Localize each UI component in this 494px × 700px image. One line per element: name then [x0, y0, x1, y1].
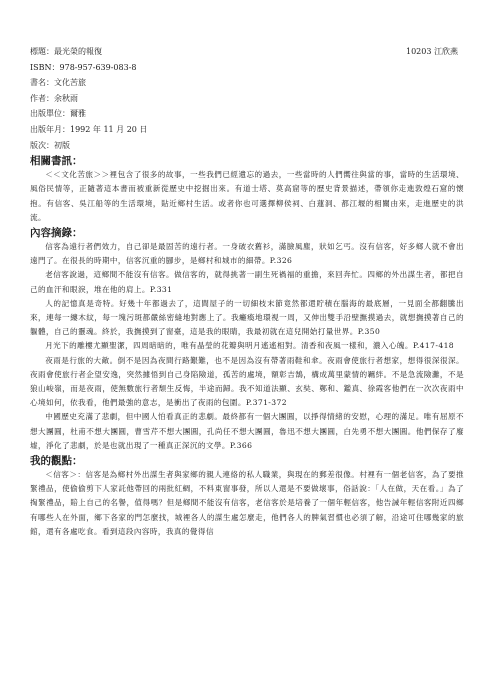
excerpt-paragraph: 人的記憶真是奇特。好幾十年都過去了，這間屋子的一切細枝末節竟然都還貯積在腦海的最底層，一見面全都翻騰出來，連每一縷木紋，每一塊污斑都嚴絲密縫地對應上了。我癱瘓地環視一周，又伸出雙手沿壁撫摸過去，就想撫摸著自己的軀體，自己的靈魂。終於，我撫摸到了窗臺，這是我的眼睛，我最初就在這兒開始打量世界。P.350 [30, 298, 464, 337]
publisher-row: 出版單位：爾雅 [30, 109, 86, 119]
title-row [30, 44, 464, 60]
edition-row: 版次：初版 [30, 140, 70, 150]
related-info-paragraph: ＜＜文化苦旅＞＞裡包含了很多的故事，一些我們已經遺忘的過去，一些當時的人們嚮往與當的事，當時的生活環境、風俗民情等，正隨著這本書而被重新從歷史中挖掘出來。有道士塔、莫高窟等的歷史背景描述，帶領你走進敦煌石窟的懷抱。有信客、吳江船等的生活環境，貼近鄉村生活。或者你也可選擇柳侯祠、白蓮洞、都江堰的相關由來，走進歷史的洪流。 [30, 170, 464, 222]
student-id-name: 10203 江欣燕 [406, 47, 458, 56]
book-name-row: 書名：文化苦旅 [30, 78, 86, 88]
author-row: 作者：余秋雨 [30, 93, 78, 103]
opinion-paragraph: ＜信客＞：信客是為鄉村外出謀生者與家鄉的親人連絡的私人職業，與現在的郵差很像。村裡有一個老信客，為了要推緊禮品，使偷偷剪下人家託他帶回的兩批紅綢，不料東窗事發，所以人還是不要做壞事，俗話說：「人在做，天在看。」為了掏緊禮品，賠上自己的名譽，值得嗎？但是鄉間不能沒有信客，老信客於是培養了一個年輕信客，他告誡年輕信客附近四鄉有哪些人在外面，鄉下各家的門怎麼找，城裡各人的謀生處怎麼走，他們各人的脾氣習慣也必須了解，沿途可住哪幾家的旅館，還有各處吃食。看到這段內容時，我真的覺得信 [30, 470, 464, 536]
opinion-heading: 我的觀點： [30, 455, 83, 468]
excerpt-paragraph: 信客為遠行者們效力，自己卻是最固苦的遠行者。一身破衣舊衫，滿臉風塵，狀如乞丐。沒有信客，好多鄉人就不會出遠門了。在很長的時期中，信客沉重的腳步，是鄉村和城市的細帶。P.326 [30, 241, 464, 266]
excerpt-paragraph: 老信客說過，這鄉間不能沒有信客。做信客的，就得挑著一副生死禍福的重擔，來回奔忙。四鄉的外出謀生者，都把自己的血汗和眼淚，堆在他的肩上。P.331 [30, 270, 464, 294]
report-title: 標題：最光榮的報復 [30, 47, 102, 56]
excerpt-heading: 內容摘錄： [30, 226, 83, 239]
related-info-heading: 相關書訊： [30, 155, 83, 168]
excerpt-paragraph: 夜雨是行旅的大敵。倒不是因為夜間行路艱難，也不是因為沒有帶著雨鞋和傘。夜雨會使旅行者想家，想得很深很深。夜雨會使旅行者企望安逸，突然據悟到自己身陷險道，孤苦的處境，額彰吉鵠，構成萬里蒙情的羈絆。不是急流險灘，不是狼山峻嶺，而是夜雨，使無數旅行者頹生反悔，半途而歸。我不知道法顯、玄奘、鄭和、鑑真、徐霞客他們在一次次夜雨中心境如何，依我看，他們最強的意志，是衝出了夜雨的包圍。P.371-372 [30, 355, 464, 408]
excerpt-paragraph: 月光下的雕樓尤顯聖潔，四周暗暗的，唯有晶瑩的花瓣與明月遙遙相對。清香和夜風一樣和，濃入心魄。P.417-418 [45, 341, 455, 351]
excerpt-paragraph: 中國歷史充滿了悲劇，但中國人怕看真正的悲劇。最終都有一個大團圓，以掙得情緒的安慰，心理的滿足。唯有屈原不想大團圓，杜甫不想大團圓，曹雪芹不想大團圓，孔尚任不想大團圓，魯迅不想大團圓，白先勇不想大團圓。他們保存了廢墟，淨化了悲劇，於是也就出現了一種真正深沉的文學。P.366 [30, 412, 464, 450]
isbn-row: ISBN：978-957-639-083-8 [30, 62, 137, 72]
publish-date-row: 出版年月：1992 年 11 月 20 日 [30, 124, 148, 134]
